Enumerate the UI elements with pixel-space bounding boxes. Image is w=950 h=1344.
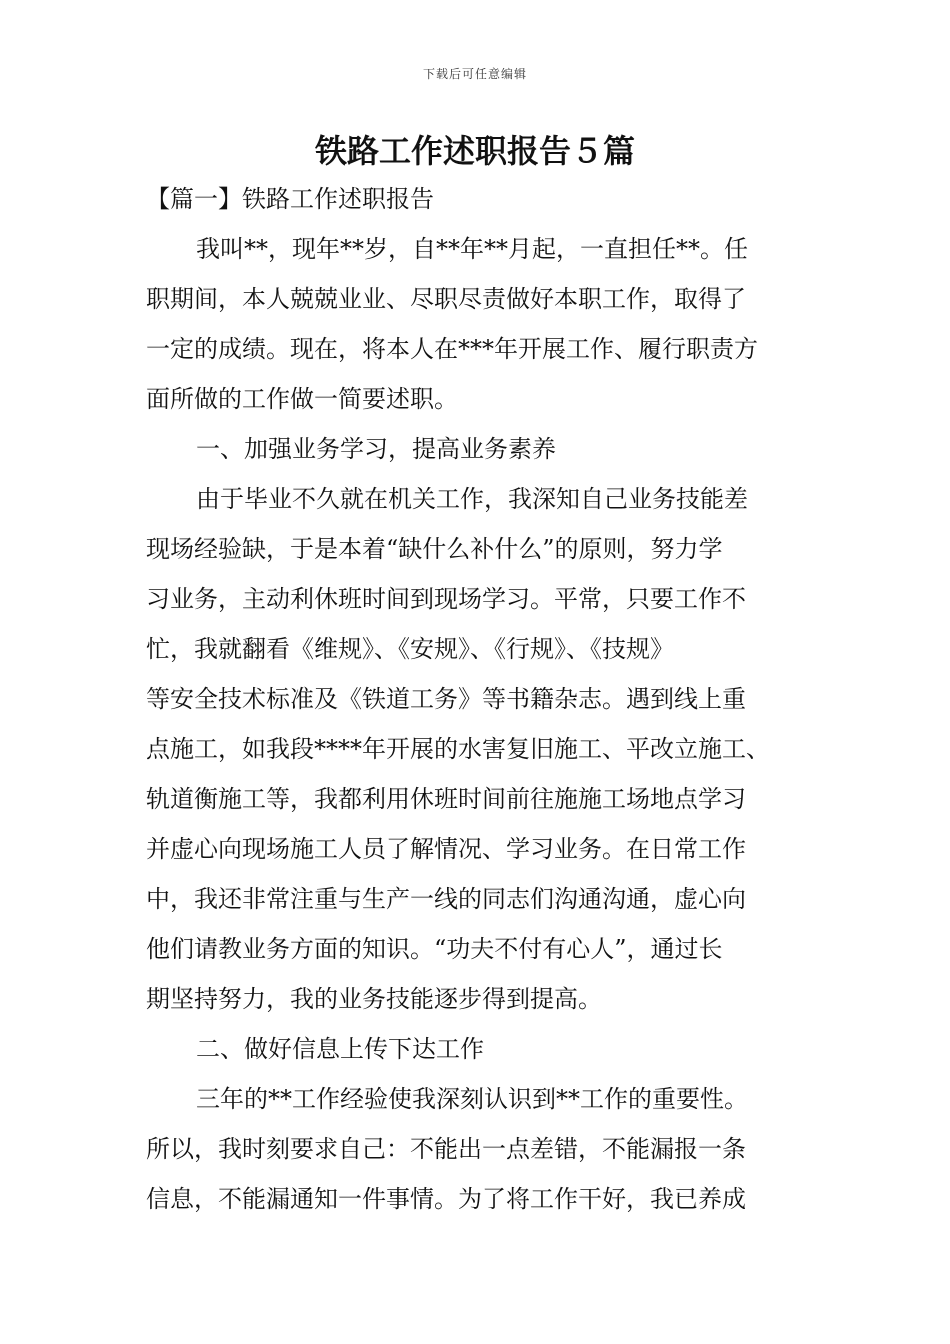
paragraph-line: 轨道衡施工等，我都利用休班时间前往施施工场地点学习 [146, 785, 746, 813]
paragraph-line: 我叫**，现年**岁，自**年**月起，一直担任**。任 [196, 235, 748, 263]
paragraph-line: 期坚持努力，我的业务技能逐步得到提高。 [146, 985, 602, 1013]
paragraph-line: 一定的成绩。现在，将本人在***年开展工作、履行职责方 [146, 335, 758, 363]
paragraph-line: 并虚心向现场施工人员了解情况、学习业务。在日常工作 [146, 835, 746, 863]
paragraph-line: 他们请教业务方面的知识。“功夫不付有心人”，通过长 [146, 935, 723, 963]
paragraph-line: 习业务，主动利休班时间到现场学习。平常，只要工作不 [146, 585, 746, 613]
paragraph-line: 等安全技术标准及《铁道工务》等书籍杂志。遇到线上重 [146, 685, 746, 713]
document-title: 铁路工作述职报告５篇 [314, 132, 635, 170]
paragraph-line: 三年的**工作经验使我深刻认识到**工作的重要性。 [196, 1085, 748, 1113]
subsection-heading: 二、做好信息上传下达工作 [196, 1035, 484, 1063]
paragraph-line: 所以，我时刻要求自己：不能出一点差错，不能漏报一条 [146, 1135, 746, 1163]
paragraph-line: 忙，我就翻看《维规》、《安规》、《行规》、《技规》 [146, 635, 674, 663]
subsection-heading: 一、加强业务学习，提高业务素养 [196, 435, 556, 463]
paragraph-line: 信息，不能漏通知一件事情。为了将工作干好，我已养成 [146, 1185, 746, 1213]
paragraph-line: 面所做的工作做一简要述职。 [146, 385, 458, 413]
paragraph-line: 现场经验缺，于是本着“缺什么补什么”的原则，努力学 [146, 535, 723, 563]
paragraph-line: 职期间，本人兢兢业业、尽职尽责做好本职工作，取得了 [146, 285, 746, 313]
header-note: 下载后可任意编辑 [422, 67, 527, 81]
paragraph-line: 点施工，如我段****年开展的水害复旧施工、平改立施工、 [146, 735, 770, 763]
paragraph-line: 由于毕业不久就在机关工作，我深知自己业务技能差 [196, 485, 748, 513]
section-heading: 【篇一】铁路工作述职报告 [146, 185, 434, 213]
paragraph-line: 中，我还非常注重与生产一线的同志们沟通沟通，虚心向 [146, 885, 746, 913]
